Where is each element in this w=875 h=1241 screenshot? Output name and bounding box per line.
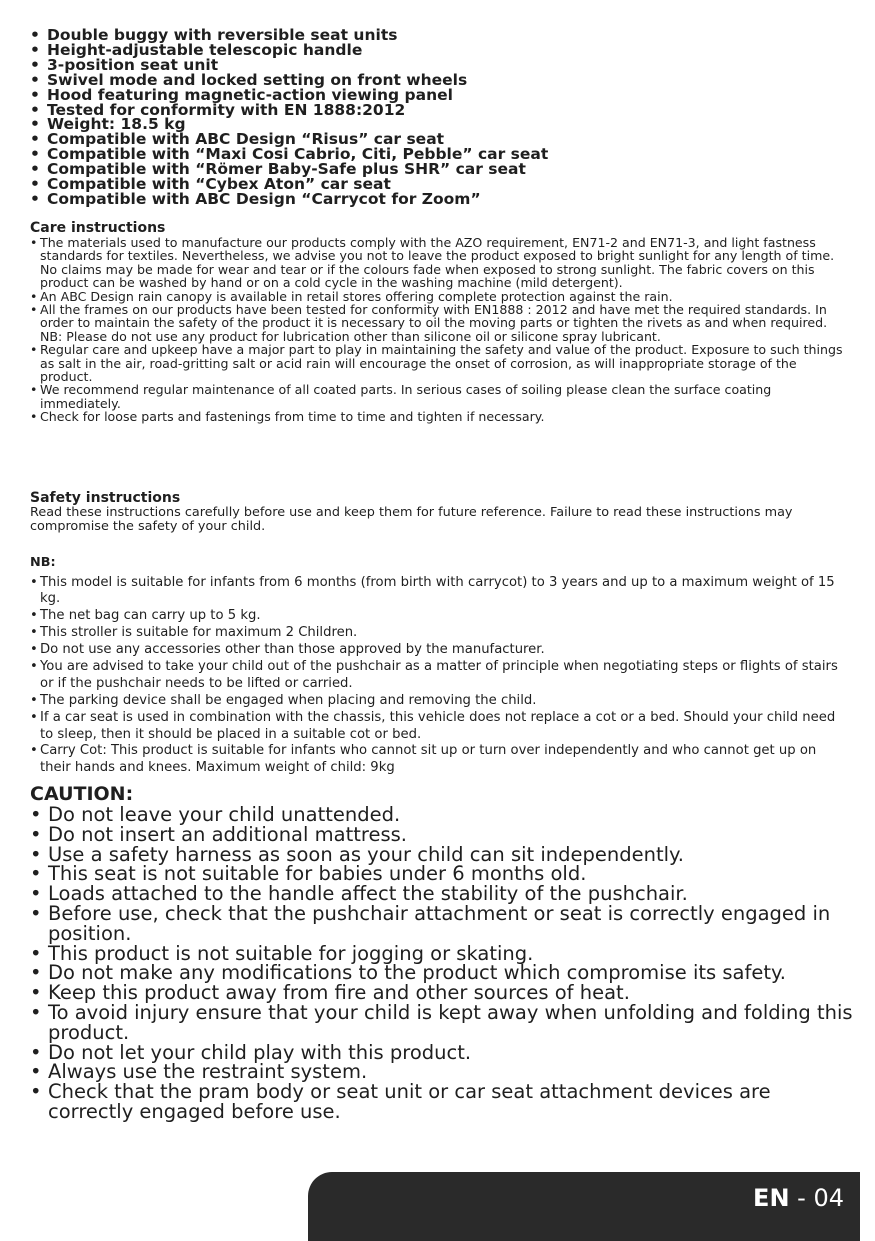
caution-item: • To avoid injury ensure that your child is kept away when unfolding and folding this product. [30,1003,860,1043]
caution-list [30,805,860,1122]
caution-item: • This seat is not suitable for babies under 6 months old. [30,864,860,884]
caution-item: • Do not insert an additional mattress. [30,825,860,845]
caution-section [30,783,860,1122]
safety-instructions-section [30,490,845,777]
caution-item: • Before use, check that the pushchair attachment or seat is correctly engaged in position. [30,904,860,944]
safety-item: • Do not use any accessories other than those approved by the manufacturer. [30,642,845,659]
care-item: • An ABC Design rain canopy is available in retail stores offering complete protection against the rain. [30,290,845,303]
care-item: • Check for loose parts and fastenings from time to time and tighten if necessary. [30,410,845,423]
caution-item: • Do not leave your child unattended. [30,805,860,825]
caution-item: • Keep this product away from fire and other sources of heat. [30,983,860,1003]
care-item: • We recommend regular maintenance of all coated parts. In serious cases of soiling please clean the surface coating immediately. [30,383,845,410]
safety-item: • If a car seat is used in combination with the chassis, this vehicle does not replace a cot or a bed. Should your child need to sleep, then it should be placed in a suitable cot or bed. [30,710,845,743]
care-item: • All the frames on our products have been tested for conformity with EN1888 : 2012 and have met the required standards. In order to maintain the safety of the product it is necessary to oil the moving parts or tighten the rivets as and when required. NB: Please do not use any product for lubrication other than silicone oil or silicone spray lubricant. [30,303,845,343]
feature-item: • Swivel mode and locked setting on front wheels [30,73,860,88]
safety-item: • The parking device shall be engaged when placing and removing the child. [30,693,845,710]
footer-page-tab [308,1172,860,1241]
feature-item: • Weight: 18.5 kg [30,117,860,132]
feature-item: • Hood featuring magnetic-action viewing panel [30,88,860,103]
caution-item: • Always use the restraint system. [30,1062,860,1082]
caution-item: • Check that the pram body or seat unit or car seat attachment devices are correctly engaged before use. [30,1082,860,1122]
safety-item: • This model is suitable for infants from 6 months (from birth with carrycot) to 3 years and up to a maximum weight of 15 kg. [30,575,845,608]
page-label [753,1184,844,1212]
feature-item: • Compatible with “Maxi Cosi Cabrio, Citi, Pebble” car seat [30,147,860,162]
page-separator: - [789,1184,814,1212]
caution-item: • This product is not suitable for jogging or skating. [30,944,860,964]
caution-heading: CAUTION: [30,783,134,805]
nb-label: NB: [30,554,56,570]
feature-item: • Double buggy with reversible seat units [30,28,860,43]
safety-intro: Read these instructions carefully before use and keep them for future reference. Failure to read these instructions may compromise the safety of your child. [30,505,793,535]
safety-instructions-heading: Safety instructions [30,490,181,506]
caution-item: • Loads attached to the handle affect the stability of the pushchair. [30,884,860,904]
care-item: • Regular care and upkeep have a major part to play in maintaining the safety and value of the product. Exposure to such things as salt in the air, road-gritting salt or acid rain will encourage the onset of corrosion, as will inappropriate storage of the product. [30,343,845,383]
safety-item: • You are advised to take your child out of the pushchair as a matter of principle when negotiating steps or flights of stairs or if the pushchair needs to be lifted or carried. [30,659,845,692]
feature-item: • Compatible with “Römer Baby-Safe plus SHR” car seat [30,162,860,177]
feature-item: • Compatible with ABC Design “Carrycot for Zoom” [30,192,860,207]
safety-item: • The net bag can carry up to 5 kg. [30,608,845,625]
caution-item: • Do not let your child play with this product. [30,1043,860,1063]
caution-item: • Do not make any modifications to the product which compromise its safety. [30,963,860,983]
language-code: EN [753,1184,790,1212]
page-number: 04 [813,1184,844,1212]
safety-item: • Carry Cot: This product is suitable for infants who cannot sit up or turn over independently and who cannot get up on their hands and knees. Maximum weight of child: 9kg [30,743,845,776]
care-instructions-section [30,220,845,424]
feature-item: • Height-adjustable telescopic handle [30,43,860,58]
safety-item: • This stroller is suitable for maximum 2 Children. [30,625,845,642]
feature-item: • Compatible with “Cybex Aton” car seat [30,177,860,192]
feature-item: • Compatible with ABC Design “Risus” car seat [30,132,860,147]
care-instructions-heading: Care instructions [30,220,166,236]
care-item: • The materials used to manufacture our products comply with the AZO requirement, EN71-2 and EN71-3, and light fastness standards for textiles. Nevertheless, we advise you not to leave the product exposed to bright sunlight for any length of time. No claims may be made for wear and tear or if the colours fade when exposed to strong sunlight. The fabric covers on this product can be washed by hand or on a cold cycle in the washing machine (mild detergent). [30,236,845,290]
care-list [30,236,845,424]
feature-list [30,28,860,207]
caution-item: • Use a safety harness as soon as your child can sit independently. [30,845,860,865]
feature-item: • 3-position seat unit [30,58,860,73]
feature-item: • Tested for conformity with EN 1888:2012 [30,103,860,118]
safety-list [30,575,845,777]
footer-edge [860,1172,875,1241]
